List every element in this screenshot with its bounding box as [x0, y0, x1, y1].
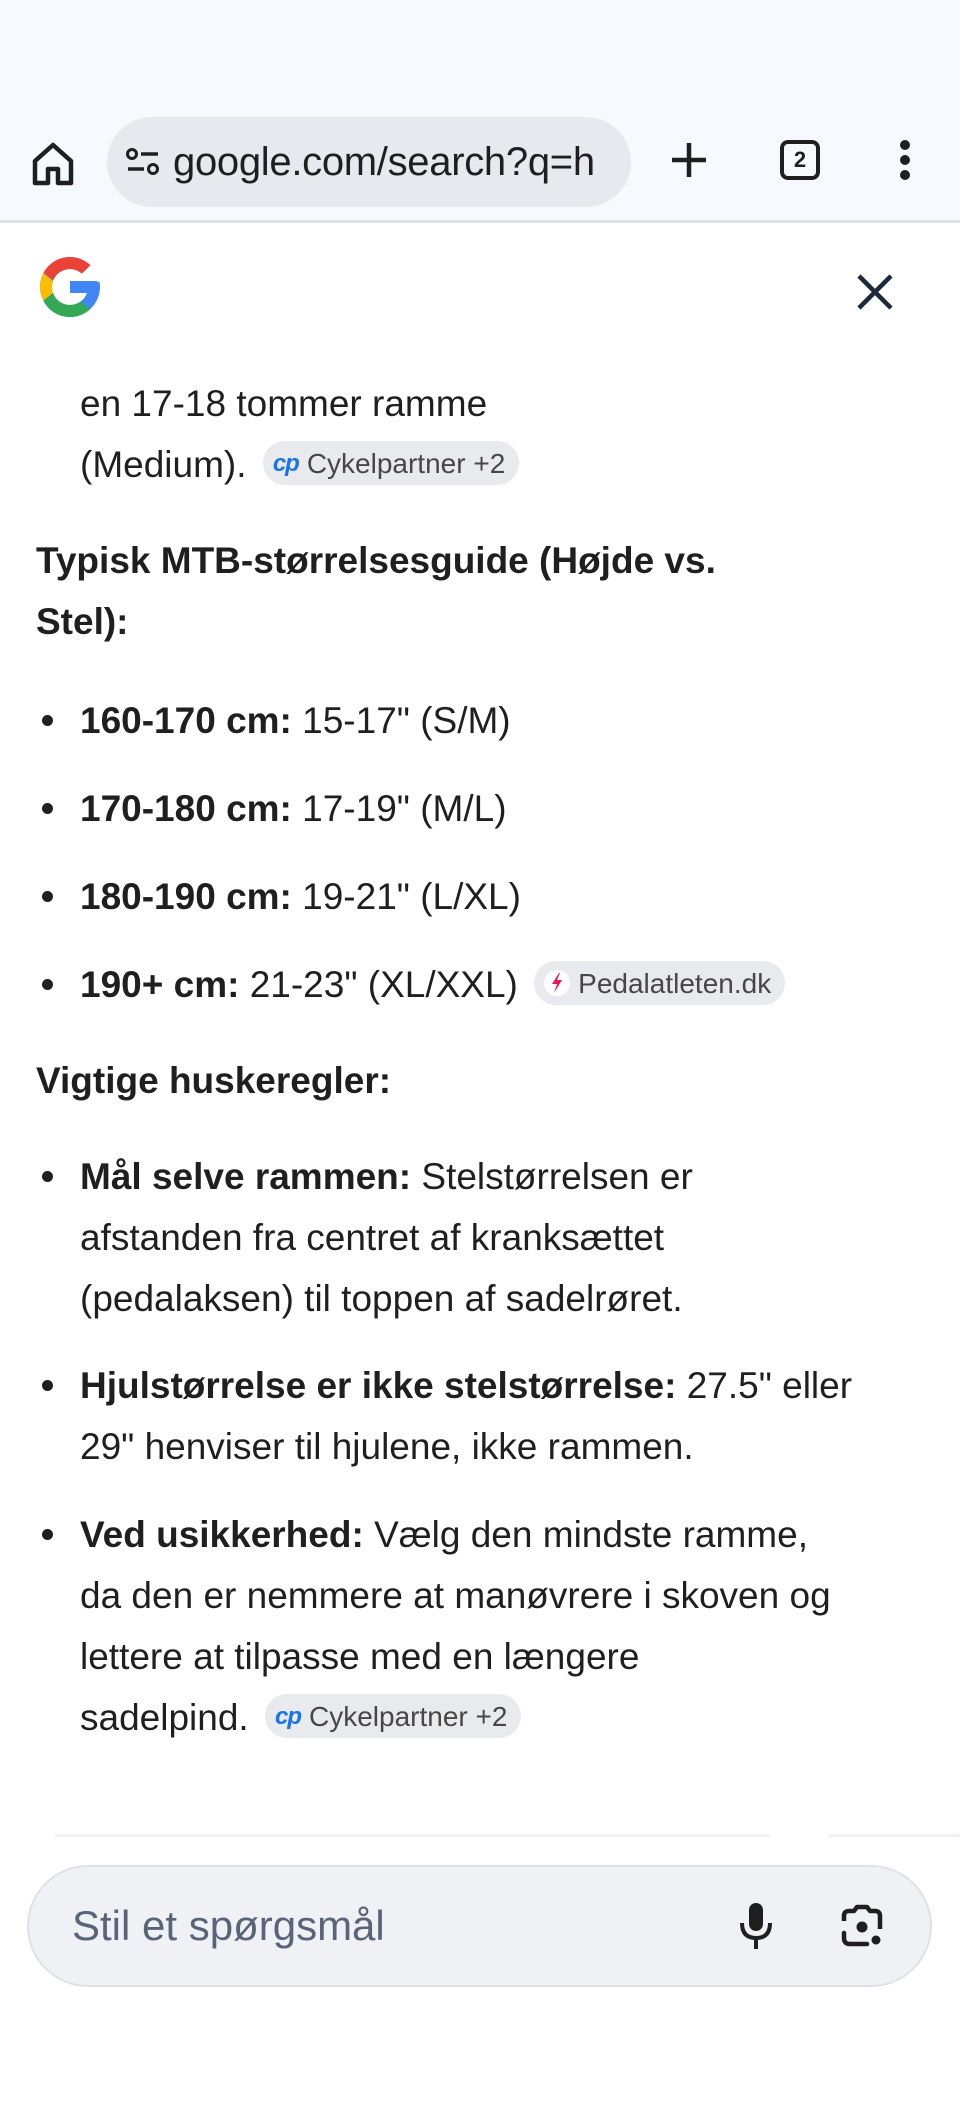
- answer-text-line: [80, 434, 519, 495]
- section-heading-rules: Vigtige huskeregler:: [36, 1060, 392, 1101]
- cykelpartner-logo-icon: cp: [272, 449, 299, 477]
- source-chip-cykelpartner[interactable]: [263, 441, 519, 485]
- google-lens-button[interactable]: [832, 1896, 892, 1956]
- list-item-text: lettere at tilpasse med en længere: [80, 1636, 640, 1677]
- browser-toolbar: [0, 110, 960, 223]
- status-bar-area: [0, 0, 960, 110]
- bullet: [42, 1380, 53, 1391]
- source-chip-cykelpartner[interactable]: [265, 1694, 521, 1738]
- tune-icon: [125, 146, 161, 178]
- bullet: [42, 1171, 53, 1182]
- ask-input-placeholder[interactable]: Stil et spørgsmål: [72, 1902, 385, 1949]
- answer-text: (Medium).: [80, 444, 247, 485]
- bullet: [42, 979, 53, 990]
- home-button[interactable]: [26, 137, 80, 191]
- tab-switcher-button[interactable]: [776, 135, 824, 185]
- lightning-bolt-icon: [544, 970, 570, 996]
- list-item-text: sadelpind.: [80, 1697, 249, 1738]
- list-item: [80, 778, 507, 839]
- browser-menu-button[interactable]: [880, 135, 930, 185]
- home-icon: [31, 141, 75, 187]
- list-item-text-last: [80, 1687, 521, 1748]
- source-chip-pedalatleten[interactable]: [534, 961, 785, 1005]
- close-panel-button[interactable]: [845, 262, 905, 322]
- list-item: [80, 1146, 693, 1207]
- list-item-label: 190+ cm:: [80, 964, 240, 1005]
- card-edge-divider: [55, 1834, 770, 1837]
- bullet: [42, 1529, 53, 1540]
- bullet: [42, 715, 53, 726]
- new-tab-button[interactable]: [664, 135, 714, 185]
- section-heading-size-guide: Typisk MTB-størrelsesguide (Højde vs.: [36, 540, 716, 581]
- tab-count: 2: [793, 147, 807, 172]
- list-item-text: afstanden fra centret af kranksættet: [80, 1217, 665, 1258]
- voice-search-button[interactable]: [726, 1896, 786, 1956]
- list-item-value: 19-21" (L/XL): [291, 876, 521, 917]
- list-item-text: (pedalaksen) til toppen af sadelrøret.: [80, 1278, 683, 1319]
- list-item-text: Vælg den mindste ramme,: [363, 1514, 808, 1555]
- list-item-text: da den er nemmere at manøvrere i skoven og: [80, 1575, 831, 1616]
- section-heading-size-guide-cont: Stel):: [36, 601, 129, 642]
- list-item: [80, 866, 521, 927]
- list-item-value: 15-17" (S/M): [291, 700, 511, 741]
- ask-question-input[interactable]: [27, 1865, 932, 1987]
- list-item: [80, 1504, 808, 1565]
- list-item-text: Stelstørrelsen er: [411, 1156, 693, 1197]
- close-icon: [845, 262, 905, 322]
- bullet: [42, 891, 53, 902]
- google-panel-header: [0, 226, 960, 336]
- list-item-label: 160-170 cm:: [80, 700, 292, 741]
- list-item-value: 17-19" (M/L): [291, 788, 507, 829]
- list-item-text: 29" henviser til hjulene, ikke rammen.: [80, 1426, 694, 1467]
- microphone-icon: [736, 1901, 776, 1951]
- list-item-label: Mål selve rammen:: [80, 1156, 412, 1197]
- google-logo-icon: [34, 251, 106, 323]
- list-item-label: 170-180 cm:: [80, 788, 292, 829]
- site-settings-button[interactable]: [123, 142, 163, 182]
- list-item-label: 180-190 cm:: [80, 876, 292, 917]
- list-item: [80, 954, 785, 1015]
- source-chip-label: Cykelpartner +2: [306, 447, 506, 479]
- source-chip-label: Pedalatleten.dk: [578, 967, 772, 999]
- bullet: [42, 803, 53, 814]
- list-item: [80, 690, 511, 751]
- list-item: [80, 1355, 852, 1416]
- cykelpartner-logo-icon: cp: [274, 1702, 301, 1730]
- list-item-value: 21-23" (XL/XXL): [239, 964, 518, 1005]
- card-edge-divider: [828, 1834, 960, 1837]
- list-item-label: Hjulstørrelse er ikke stelstørrelse:: [80, 1365, 677, 1406]
- answer-text-line: en 17-18 tommer ramme: [80, 383, 488, 424]
- more-vert-icon: [899, 140, 911, 180]
- list-item-text: 27.5" eller: [676, 1365, 853, 1406]
- plus-icon: [669, 140, 709, 180]
- url-text[interactable]: google.com/search?q=h: [173, 139, 595, 184]
- list-item-label: Ved usikkerhed:: [80, 1514, 364, 1555]
- google-lens-icon: [839, 1903, 885, 1949]
- tab-switcher-icon: [780, 140, 820, 180]
- address-bar[interactable]: [107, 117, 631, 207]
- source-chip-label: Cykelpartner +2: [308, 1700, 508, 1732]
